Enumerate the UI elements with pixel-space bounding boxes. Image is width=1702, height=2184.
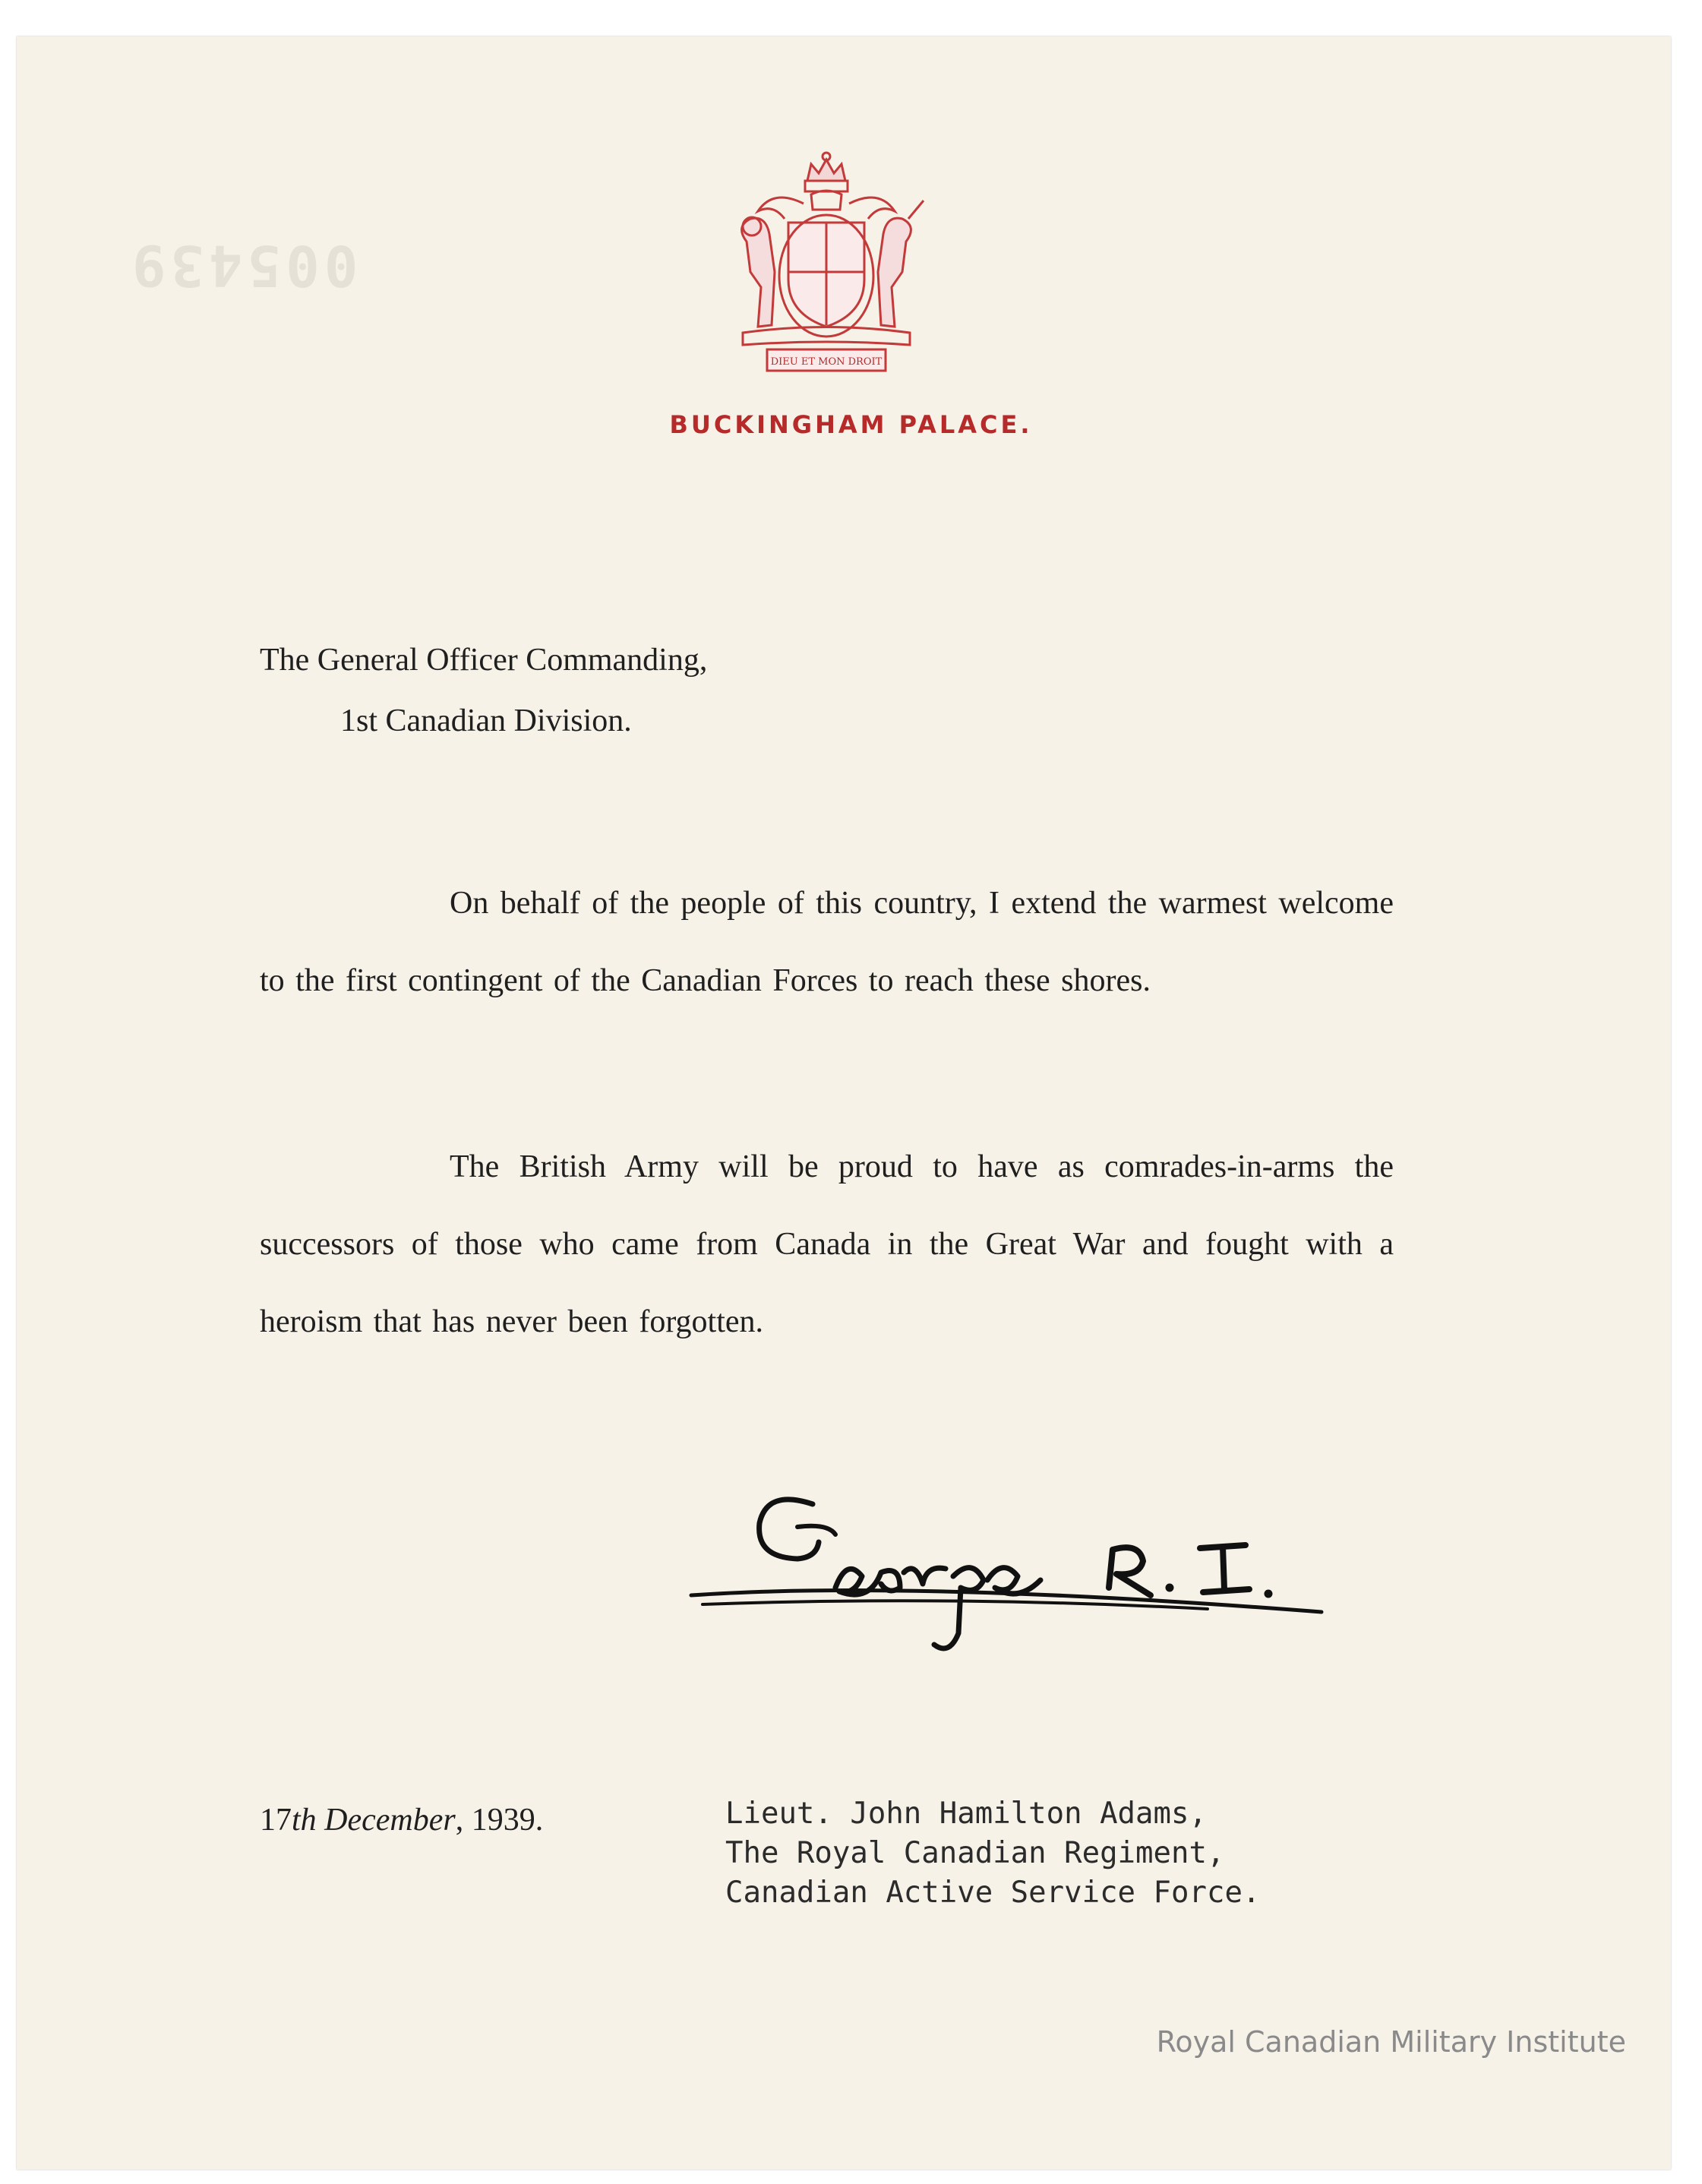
date-day: 17 [260,1803,292,1838]
typed-line-3: Canadian Active Service Force. [725,1876,1261,1910]
body-paragraph-1: On behalf of the people of this country, I extend the warmest welcome to the first contingent of the Canadian Forces to reach these shores. [260,886,1394,998]
crest-motto: DIEU ET MON DROIT [770,356,883,368]
typed-line-2: The Royal Canadian Regiment, [725,1836,1225,1870]
royal-crest-icon [712,150,940,378]
date-month: December [324,1803,456,1838]
signature [684,1481,1397,1671]
typed-addressee [725,1794,1260,1913]
typed-line-1: Lieut. John Hamilton Adams, [725,1797,1207,1831]
recipient-line-2: 1st Canadian Division. [340,703,632,738]
serial-stamp: 005439 [128,232,358,298]
date-suffix: th [292,1803,317,1838]
watermark-text: Royal Canadian Military Institute [1156,2025,1626,2059]
letterhead: BUCKINGHAM PALACE. [669,410,1033,439]
letter-date [260,1802,543,1838]
recipient-line-1: The General Officer Commanding, [260,643,708,678]
body-paragraph-2: The British Army will be proud to have as comrades-in-arms the successors of those who came from Canada in the Great War and fought with a heroism that has never been forgotten. [260,1149,1394,1339]
date-year: , 1939. [455,1803,544,1838]
